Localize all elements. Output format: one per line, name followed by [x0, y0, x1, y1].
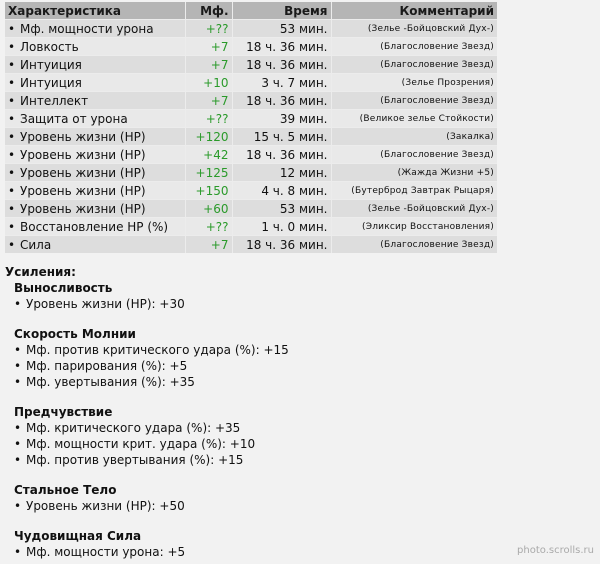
- cell-comment: [331, 164, 497, 182]
- cell-characteristic-text: Уровень жизни (HP): [20, 201, 146, 216]
- cell-time: [232, 128, 331, 146]
- bullet-icon: •: [8, 93, 16, 108]
- cell-mf-text: +??: [205, 219, 229, 234]
- buff-item-text: Уровень жизни (HP): +50: [26, 499, 185, 513]
- buff-item: [5, 296, 565, 312]
- cell-time-text: 15 ч. 5 мин.: [253, 129, 328, 144]
- table-row: [5, 146, 497, 164]
- cell-characteristic: [5, 56, 185, 74]
- column-header-mf: Мф.: [185, 2, 232, 20]
- cell-characteristic-text: Уровень жизни (HP): [20, 183, 146, 198]
- cell-comment-text: (Жажда Жизни +5): [397, 167, 494, 178]
- cell-characteristic-text: Уровень жизни (HP): [20, 147, 146, 162]
- table-row: [5, 182, 497, 200]
- cell-comment: [331, 56, 497, 74]
- buff-group: [5, 404, 565, 468]
- table-row: [5, 74, 497, 92]
- cell-time-text: 18 ч. 36 мин.: [246, 57, 328, 72]
- buff-group-title: Скорость Молнии: [14, 327, 136, 341]
- table-row: [5, 38, 497, 56]
- cell-time-text: 1 ч. 0 мин.: [261, 219, 328, 234]
- cell-time-text: 12 мин.: [279, 165, 328, 180]
- cell-mf: [185, 236, 232, 254]
- cell-time-text: 4 ч. 8 мин.: [261, 183, 328, 198]
- cell-characteristic-text: Уровень жизни (HP): [20, 165, 146, 180]
- cell-mf: [185, 92, 232, 110]
- cell-comment-text: (Благословение Звезд): [380, 149, 494, 160]
- cell-characteristic-text: Мф. мощности урона: [20, 21, 154, 36]
- table-row: [5, 110, 497, 128]
- cell-comment-text: (Эликсир Восстановления): [362, 221, 494, 232]
- bullet-icon: •: [8, 237, 16, 252]
- cell-characteristic: [5, 236, 185, 254]
- cell-time-text: 39 мин.: [279, 111, 328, 126]
- cell-time: [232, 38, 331, 56]
- bullet-icon: •: [8, 39, 16, 54]
- table-row: [5, 92, 497, 110]
- buff-item-text: Мф. мощности крит. удара (%): +10: [26, 437, 256, 451]
- cell-characteristic-text: Уровень жизни (HP): [20, 129, 146, 144]
- cell-characteristic: [5, 20, 185, 38]
- buff-group: [5, 482, 565, 514]
- cell-comment: [331, 20, 497, 38]
- cell-mf: [185, 164, 232, 182]
- cell-time: [232, 20, 331, 38]
- buff-item: [5, 452, 565, 468]
- buff-item: [5, 342, 565, 358]
- cell-mf-text: +60: [203, 201, 229, 216]
- bullet-icon: •: [14, 453, 22, 467]
- buff-item: [5, 374, 565, 390]
- buff-item-text: Мф. увертывания (%): +35: [26, 375, 195, 389]
- cell-characteristic-text: Интуиция: [20, 57, 82, 72]
- cell-time: [232, 200, 331, 218]
- table-row: [5, 20, 497, 38]
- buff-group-title: Стальное Тело: [14, 483, 117, 497]
- cell-comment-text: (Великое зелье Стойкости): [359, 113, 494, 124]
- bullet-icon: •: [8, 129, 16, 144]
- cell-mf: [185, 56, 232, 74]
- cell-comment-text: (Благословение Звезд): [380, 41, 494, 52]
- cell-mf: [185, 200, 232, 218]
- cell-comment: [331, 182, 497, 200]
- bullet-icon: •: [8, 21, 16, 36]
- cell-characteristic: [5, 200, 185, 218]
- cell-characteristic-text: Интуиция: [20, 75, 82, 90]
- cell-characteristic-text: Восстановление HP (%): [20, 219, 169, 234]
- bullet-icon: •: [8, 111, 16, 126]
- cell-comment-text: (Благословение Звезд): [380, 239, 494, 250]
- table-header-row: [5, 2, 497, 20]
- effects-table: [5, 2, 497, 253]
- cell-time: [232, 164, 331, 182]
- cell-characteristic: [5, 128, 185, 146]
- bullet-icon: •: [8, 75, 16, 90]
- buffs-title: Усиления:: [5, 265, 76, 279]
- bullet-icon: •: [8, 165, 16, 180]
- column-header-time: Время: [232, 2, 331, 20]
- cell-characteristic-text: Сила: [20, 237, 52, 252]
- bullet-icon: •: [14, 545, 22, 559]
- bullet-icon: •: [14, 297, 22, 311]
- cell-mf-text: +10: [203, 75, 229, 90]
- cell-mf: [185, 218, 232, 236]
- bullet-icon: •: [8, 183, 16, 198]
- cell-comment: [331, 38, 497, 56]
- cell-comment: [331, 218, 497, 236]
- cell-characteristic-text: Ловкость: [20, 39, 79, 54]
- cell-mf-text: +7: [210, 57, 229, 72]
- cell-mf: [185, 38, 232, 56]
- cell-mf-text: +??: [205, 21, 229, 36]
- cell-comment: [331, 200, 497, 218]
- bullet-icon: •: [14, 359, 22, 373]
- table-row: [5, 236, 497, 254]
- cell-time: [232, 182, 331, 200]
- bullet-icon: •: [14, 437, 22, 451]
- cell-comment: [331, 74, 497, 92]
- cell-mf: [185, 146, 232, 164]
- cell-time-text: 18 ч. 36 мин.: [246, 93, 328, 108]
- cell-comment: [331, 92, 497, 110]
- cell-time-text: 18 ч. 36 мин.: [246, 39, 328, 54]
- cell-time-text: 53 мин.: [279, 21, 328, 36]
- cell-comment: [331, 146, 497, 164]
- cell-comment-text: (Закалка): [446, 131, 494, 142]
- cell-time: [232, 236, 331, 254]
- buff-group-title: Предчувствие: [14, 405, 113, 419]
- column-header-comment: Комментарий: [331, 2, 497, 20]
- cell-comment-text: (Бутерброд Завтрак Рыцаря): [351, 185, 494, 196]
- cell-mf-text: +??: [205, 111, 229, 126]
- buff-groups: [5, 280, 565, 560]
- cell-time: [232, 56, 331, 74]
- cell-mf: [185, 110, 232, 128]
- table-row: [5, 200, 497, 218]
- cell-mf-text: +42: [203, 147, 229, 162]
- buff-item-text: Мф. против критического удара (%): +15: [26, 343, 289, 357]
- bullet-icon: •: [8, 57, 16, 72]
- buffs-section: [5, 264, 565, 560]
- bullet-icon: •: [14, 375, 22, 389]
- cell-comment-text: (Благословение Звезд): [380, 95, 494, 106]
- bullet-icon: •: [8, 219, 16, 234]
- column-header-characteristic: Характеристика: [5, 2, 185, 20]
- cell-time-text: 18 ч. 36 мин.: [246, 147, 328, 162]
- cell-mf-text: +125: [195, 165, 229, 180]
- cell-time: [232, 92, 331, 110]
- cell-mf-text: +7: [210, 39, 229, 54]
- cell-time: [232, 146, 331, 164]
- cell-mf: [185, 182, 232, 200]
- buff-item: [5, 358, 565, 374]
- cell-characteristic: [5, 74, 185, 92]
- cell-characteristic: [5, 146, 185, 164]
- cell-characteristic: [5, 182, 185, 200]
- cell-comment-text: (Зелье -Бойцовский Дух-): [367, 23, 494, 34]
- cell-characteristic: [5, 92, 185, 110]
- buff-group-title: Выносливость: [14, 281, 113, 295]
- cell-time-text: 53 мин.: [279, 201, 328, 216]
- cell-time: [232, 110, 331, 128]
- table-row: [5, 128, 497, 146]
- cell-comment: [331, 236, 497, 254]
- buff-item: [5, 498, 565, 514]
- cell-time: [232, 74, 331, 92]
- cell-characteristic: [5, 164, 185, 182]
- buff-item-text: Мф. против увертывания (%): +15: [26, 453, 244, 467]
- cell-comment-text: (Зелье Прозрения): [401, 77, 494, 88]
- bullet-icon: •: [8, 147, 16, 162]
- table-row: [5, 218, 497, 236]
- cell-mf-text: +7: [210, 237, 229, 252]
- cell-mf-text: +150: [195, 183, 229, 198]
- buff-item: [5, 544, 565, 560]
- bullet-icon: •: [14, 499, 22, 513]
- buff-item-text: Мф. критического удара (%): +35: [26, 421, 241, 435]
- cell-mf: [185, 74, 232, 92]
- buff-group-title: Чудовищная Сила: [14, 529, 142, 543]
- cell-time-text: 18 ч. 36 мин.: [246, 237, 328, 252]
- cell-characteristic: [5, 110, 185, 128]
- buff-item-text: Мф. мощности урона: +5: [26, 545, 186, 559]
- cell-comment-text: (Благословение Звезд): [380, 59, 494, 70]
- cell-characteristic: [5, 218, 185, 236]
- buff-group: [5, 280, 565, 312]
- cell-comment-text: (Зелье -Бойцовский Дух-): [367, 203, 494, 214]
- buff-group: [5, 326, 565, 390]
- bullet-icon: •: [14, 343, 22, 357]
- watermark: photo.scrolls.ru: [517, 545, 594, 556]
- table-row: [5, 56, 497, 74]
- bullet-icon: •: [8, 201, 16, 216]
- cell-time-text: 3 ч. 7 мин.: [261, 75, 328, 90]
- table-row: [5, 164, 497, 182]
- cell-comment: [331, 128, 497, 146]
- cell-comment: [331, 110, 497, 128]
- cell-mf-text: +7: [210, 93, 229, 108]
- buff-item: [5, 436, 565, 452]
- bullet-icon: •: [14, 421, 22, 435]
- cell-mf: [185, 20, 232, 38]
- cell-characteristic: [5, 38, 185, 56]
- cell-characteristic-text: Защита от урона: [20, 111, 128, 126]
- buff-group: [5, 528, 565, 560]
- buff-item-text: Мф. парирования (%): +5: [26, 359, 188, 373]
- cell-mf: [185, 128, 232, 146]
- cell-mf-text: +120: [195, 129, 229, 144]
- buff-item: [5, 420, 565, 436]
- cell-time: [232, 218, 331, 236]
- cell-characteristic-text: Интеллект: [20, 93, 89, 108]
- buff-item-text: Уровень жизни (HP): +30: [26, 297, 185, 311]
